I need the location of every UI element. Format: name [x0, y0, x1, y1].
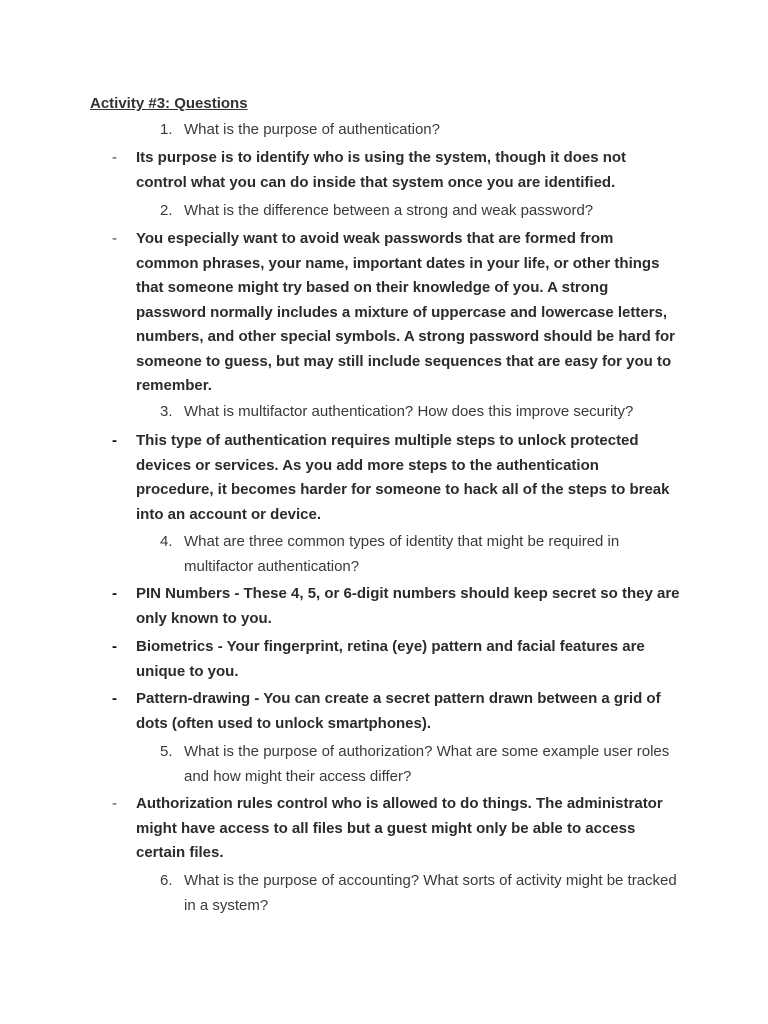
- bullet-dash: -: [112, 149, 117, 166]
- question-6: [160, 869, 680, 918]
- answer-4b: [112, 635, 680, 684]
- answer-text: You especially want to avoid weak passwords that are formed from common phrases, your name, important dates in your life, or other things that someone might try based on their knowledge of you. A strong password normally includes a mixture of uppercase and lowercase letters, numbers, and other special symbols. A strong password should be hard for someone to guess, but may still include sequences that are easy for you to remember.: [136, 230, 675, 394]
- answer-text: PIN Numbers - These 4, 5, or 6-digit numbers should keep secret so they are only known to you.: [136, 585, 680, 627]
- bullet-dash: -: [112, 432, 117, 449]
- question-4: [160, 530, 680, 579]
- question-text: What is the purpose of authentication?: [184, 121, 440, 138]
- question-3: [160, 400, 680, 425]
- question-text: What is multifactor authentication? How does this improve security?: [184, 403, 634, 420]
- question-2: [160, 199, 680, 224]
- question-1: [160, 118, 680, 143]
- question-text: What is the purpose of authorization? What are some example user roles and how might their access differ?: [184, 743, 670, 785]
- answer-3: [112, 429, 680, 527]
- answer-text: Its purpose is to identify who is using the system, though it does not control what you can do inside that system once you are identified.: [136, 149, 627, 191]
- bullet-dash: -: [112, 585, 117, 602]
- answer-4c: [112, 687, 680, 736]
- question-number: 1.: [160, 121, 173, 138]
- bullet-dash: -: [112, 690, 117, 707]
- answer-text: Authorization rules control who is allowed to do things. The administrator might have access to all files but a guest might only be able to access certain files.: [136, 795, 663, 861]
- answer-text: This type of authentication requires multiple steps to unlock protected devices or services. As you add more steps to the authentication procedure, it becomes harder for someone to hack all of the steps to break into an account or device.: [136, 432, 670, 523]
- answer-2: [112, 227, 680, 399]
- answer-5: [112, 792, 680, 866]
- question-number: 5.: [160, 743, 173, 760]
- answer-text: Biometrics - Your fingerprint, retina (eye) pattern and facial features are unique to you.: [136, 638, 645, 680]
- question-number: 2.: [160, 202, 173, 219]
- answer-text: Pattern-drawing - You can create a secret pattern drawn between a grid of dots (often used to unlock smartphones).: [136, 690, 661, 732]
- bullet-dash: -: [112, 638, 117, 655]
- question-text: What are three common types of identity that might be required in multifactor authentication?: [184, 533, 620, 575]
- question-number: 6.: [160, 872, 173, 889]
- question-5: [160, 740, 680, 789]
- question-number: 3.: [160, 403, 173, 420]
- answer-4a: [112, 582, 680, 631]
- document-heading: Activity #3: Questions: [90, 95, 248, 112]
- question-text: What is the purpose of accounting? What sorts of activity might be tracked in a system?: [184, 872, 677, 914]
- bullet-dash: -: [112, 795, 117, 812]
- bullet-dash: -: [112, 230, 117, 247]
- question-number: 4.: [160, 533, 173, 550]
- question-text: What is the difference between a strong and weak password?: [184, 202, 594, 219]
- answer-1: [112, 146, 680, 195]
